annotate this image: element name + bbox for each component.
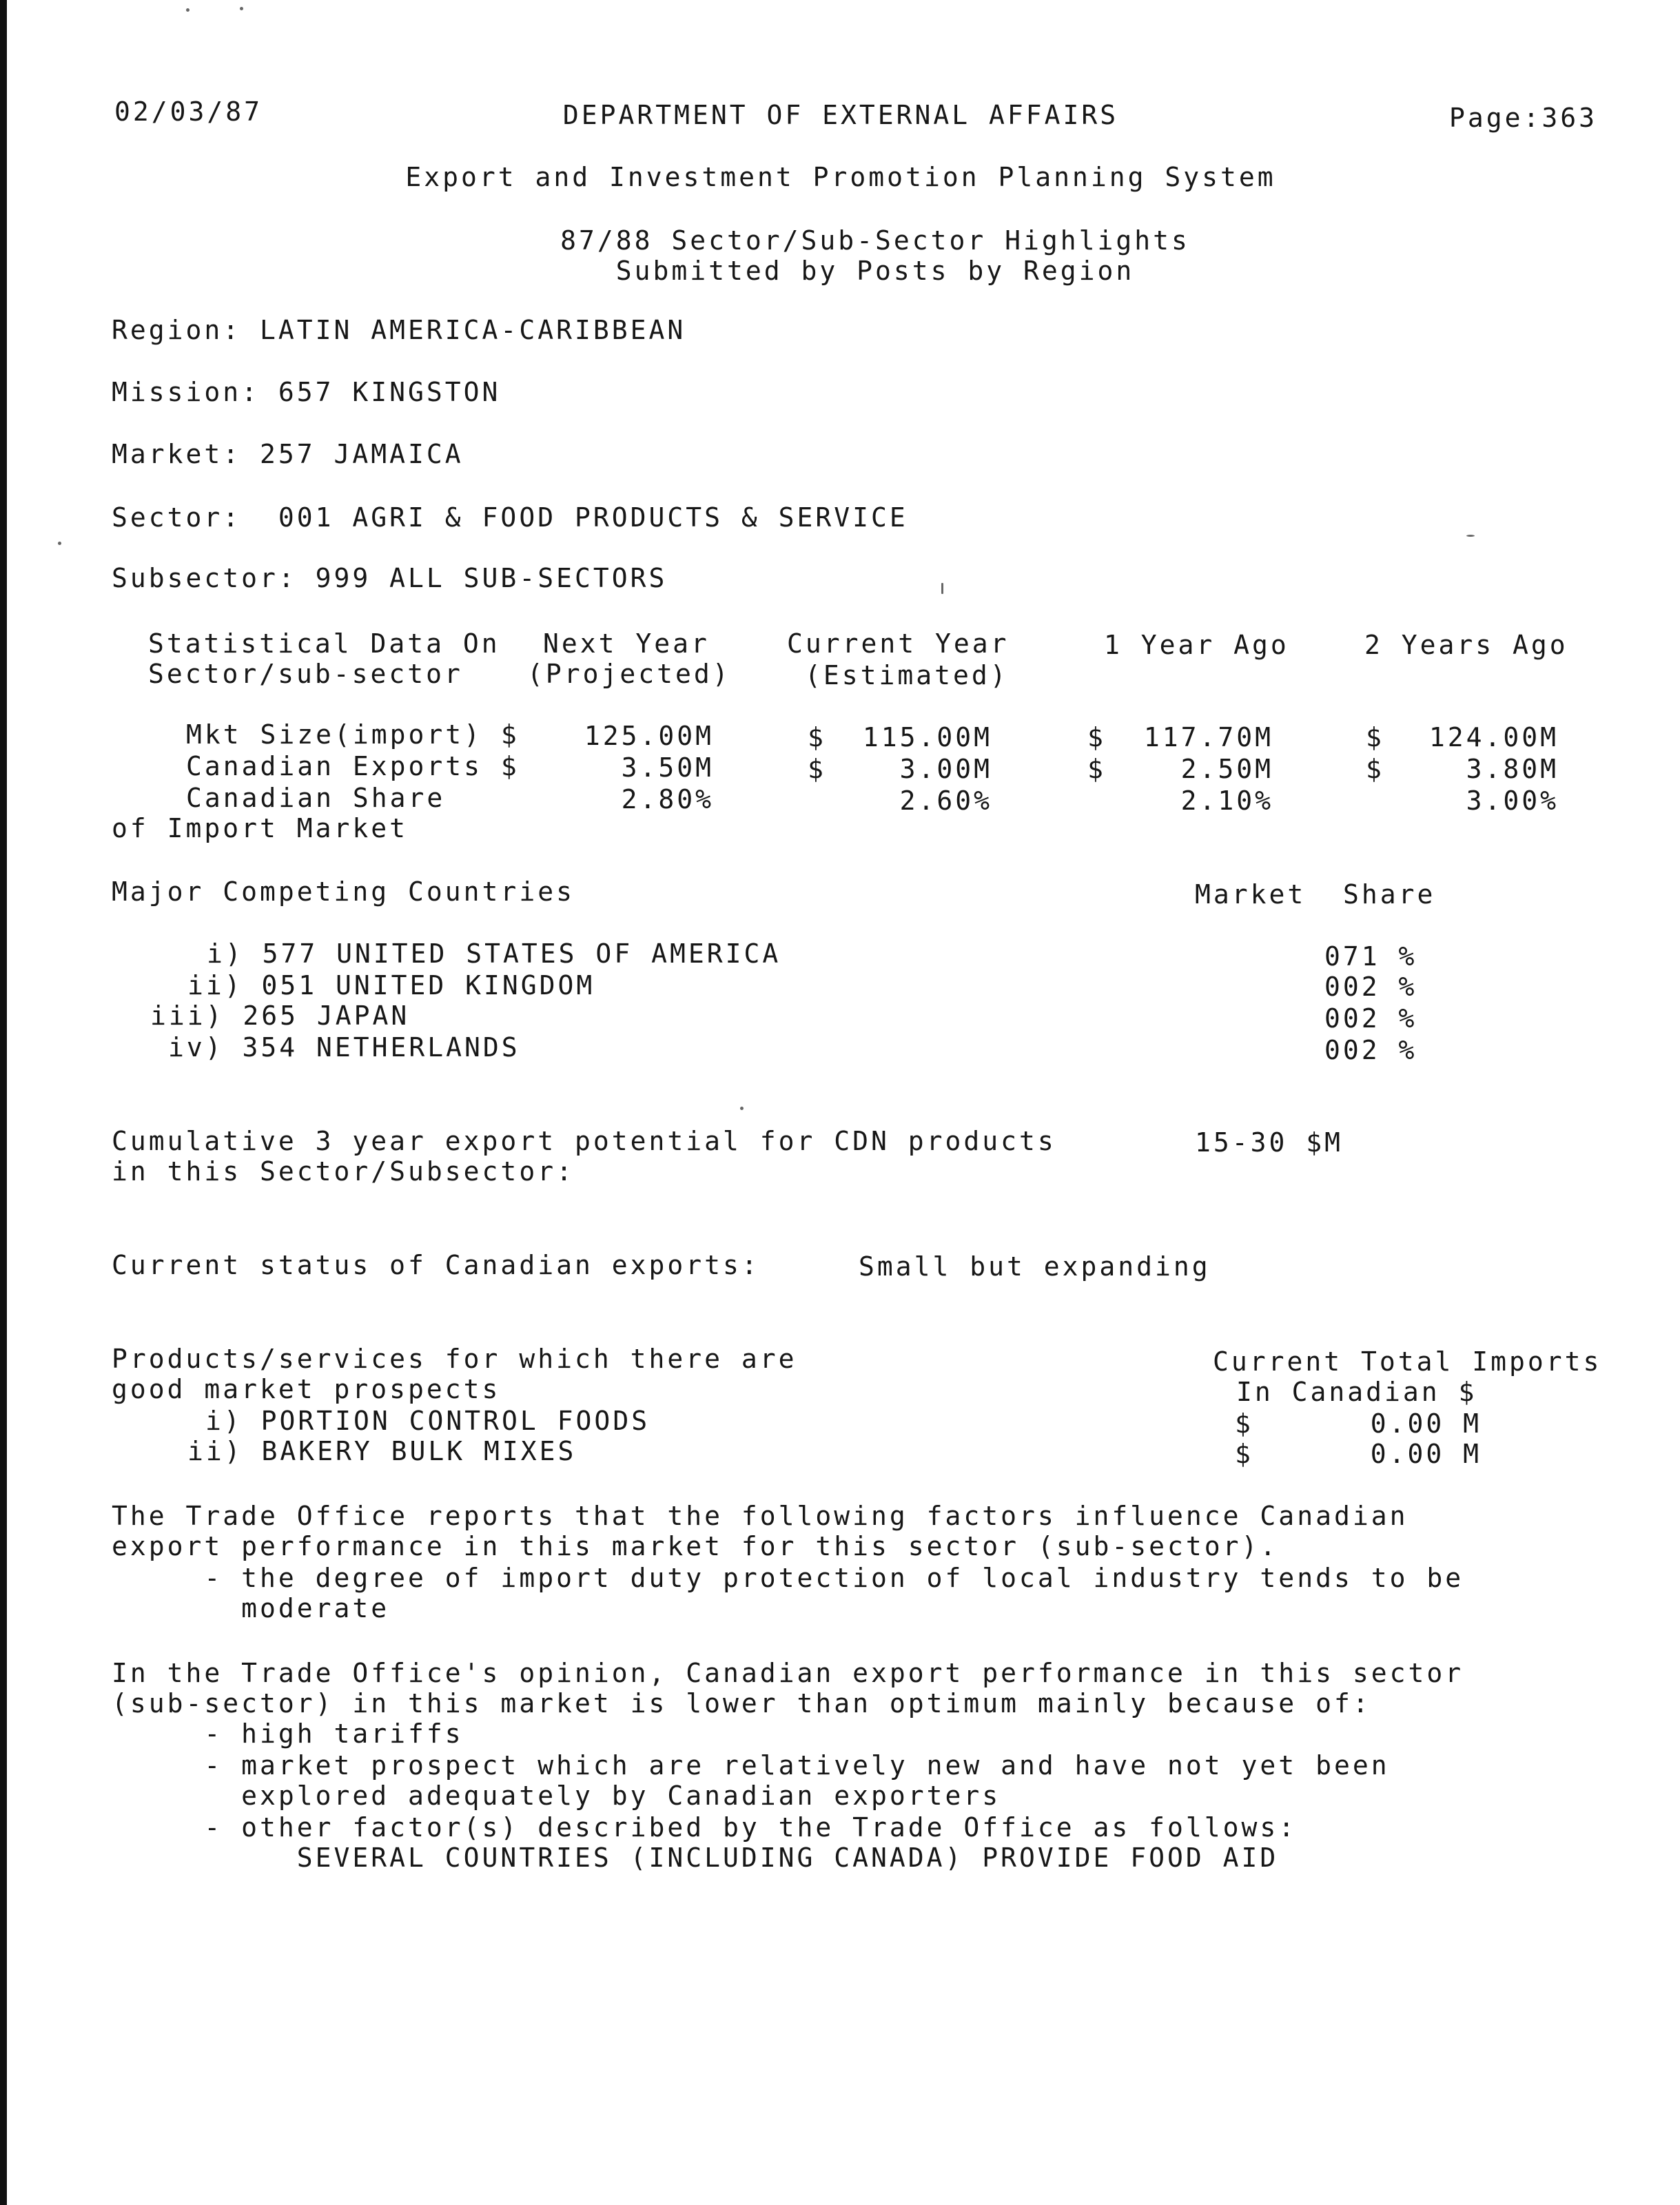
competitors-heading: Major Competing Countries [112, 876, 575, 907]
imports-heading-line2: In Canadian $ [1236, 1377, 1477, 1407]
cell-value: 125.00M [584, 721, 714, 751]
currency-symbol: $ [1366, 722, 1384, 752]
row-label: Mkt Size(import) $ [186, 719, 520, 750]
opinion-line: - market prospect which are relatively new and have not yet been [112, 1750, 1390, 1781]
prospect-value: 0.00 M [1370, 1408, 1482, 1439]
currency-symbol: $ [1235, 1439, 1253, 1469]
status-value: Small but expanding [859, 1251, 1211, 1282]
prospects-line2: good market prospects [112, 1374, 501, 1404]
system-name: Export and Investment Promotion Planning System [405, 162, 1276, 192]
sector-field: Sector: 001 AGRI & FOOD PRODUCTS & SERVICE [112, 502, 908, 533]
opinion-line: - high tariffs [112, 1719, 464, 1749]
cell-value: 3.50M [621, 752, 714, 783]
stats-label-line2: Sector/sub-sector [148, 659, 463, 689]
scan-speck [240, 7, 243, 10]
potential-line1: Cumulative 3 year export potential for CDN products [112, 1126, 1056, 1156]
opinion-line: - other factor(s) described by the Trade Office as follows: [112, 1812, 1298, 1843]
page-number: Page:363 [1448, 103, 1597, 133]
factors-line: moderate [112, 1593, 390, 1623]
report-date: 02/03/87 [114, 96, 263, 127]
column-header-next-year: Next Year [543, 628, 710, 659]
column-header-current-year: Current Year [787, 628, 1010, 659]
competitor-share: 002 % [1324, 1003, 1417, 1034]
factors-line: export performance in this market for this sector (sub-sector). [112, 1531, 1279, 1561]
cell-value: 3.00M [899, 754, 992, 784]
cell-value: 3.00% [1466, 786, 1559, 816]
subsector-field: Subsector: 999 ALL SUB-SECTORS [112, 563, 668, 593]
cell-value: 115.00M [862, 722, 992, 752]
currency-symbol: $ [1087, 722, 1106, 752]
row-label: Canadian Share [186, 783, 446, 813]
share-label-line2: of Import Market [112, 813, 409, 843]
scan-speck [58, 542, 61, 545]
mission-field: Mission: 657 KINGSTON [112, 377, 501, 407]
department-name: DEPARTMENT OF EXTERNAL AFFAIRS [562, 100, 1119, 130]
market-share-heading: Market Share [1195, 879, 1436, 910]
currency-symbol: $ [808, 754, 826, 784]
potential-line2: in this Sector/Subsector: [112, 1156, 575, 1187]
cell-value: 2.10% [1180, 786, 1273, 816]
region-field: Region: LATIN AMERICA-CARIBBEAN [112, 315, 686, 345]
status-label: Current status of Canadian exports: [112, 1250, 760, 1280]
opinion-line: (sub-sector) in this market is lower than optimum mainly because of: [112, 1688, 1371, 1719]
scan-speck [186, 8, 189, 12]
column-header-next-year-sub: (Projected) [527, 659, 731, 689]
stats-label-line1: Statistical Data On [148, 628, 500, 659]
opinion-line: In the Trade Office's opinion, Canadian export performance in this sector [112, 1658, 1464, 1688]
competitor-share: 002 % [1324, 972, 1417, 1002]
currency-symbol: $ [1235, 1408, 1253, 1439]
currency-symbol: $ [1087, 754, 1106, 784]
row-label: Canadian Exports $ [186, 751, 520, 781]
column-header-1-year-ago: 1 Year Ago [1104, 630, 1289, 660]
cell-value: 3.80M [1466, 754, 1559, 784]
competitor-share: 071 % [1324, 941, 1417, 972]
competitor-share: 002 % [1324, 1035, 1417, 1065]
prospect-label: ii) BAKERY BULK MIXES [187, 1436, 577, 1466]
factors-line: The Trade Office reports that the following factors influence Canadian [112, 1501, 1408, 1531]
cell-value: 124.00M [1428, 722, 1559, 752]
scan-speck [1466, 535, 1475, 537]
market-field: Market: 257 JAMAICA [112, 439, 464, 469]
cell-value: 2.60% [899, 786, 992, 816]
currency-symbol: $ [808, 722, 826, 752]
currency-symbol: $ [1366, 754, 1384, 784]
column-header-current-year-sub: (Estimated) [805, 660, 1009, 690]
competitor-label: iii) 265 JAPAN [150, 1001, 410, 1031]
prospects-line1: Products/services for which there are [112, 1344, 797, 1374]
report-title: 87/88 Sector/Sub-Sector Highlights [560, 225, 1190, 256]
competitor-label: i) 577 UNITED STATES OF AMERICA [207, 939, 781, 969]
prospect-label: i) PORTION CONTROL FOODS [205, 1406, 651, 1436]
scan-speck [941, 583, 943, 594]
competitor-label: iv) 354 NETHERLANDS [168, 1032, 520, 1063]
report-subtitle: Submitted by Posts by Region [615, 256, 1135, 286]
cell-value: 2.50M [1180, 754, 1273, 784]
scan-left-edge [0, 0, 7, 2205]
prospect-value: 0.00 M [1370, 1439, 1482, 1469]
factors-line: - the degree of import duty protection of local industry tends to be [112, 1563, 1464, 1593]
cell-value: 2.80% [621, 784, 714, 814]
opinion-line: SEVERAL COUNTRIES (INCLUDING CANADA) PROVIDE FOOD AID [112, 1843, 1279, 1873]
scan-speck [740, 1107, 744, 1110]
opinion-line: explored adequately by Canadian exporters [112, 1781, 1001, 1811]
imports-heading-line1: Current Total Imports [1213, 1346, 1602, 1377]
column-header-2-years-ago: 2 Years Ago [1364, 630, 1568, 660]
cell-value: 117.70M [1143, 722, 1273, 752]
potential-value: 15-30 $M [1195, 1127, 1344, 1158]
competitor-label: ii) 051 UNITED KINGDOM [187, 970, 595, 1001]
